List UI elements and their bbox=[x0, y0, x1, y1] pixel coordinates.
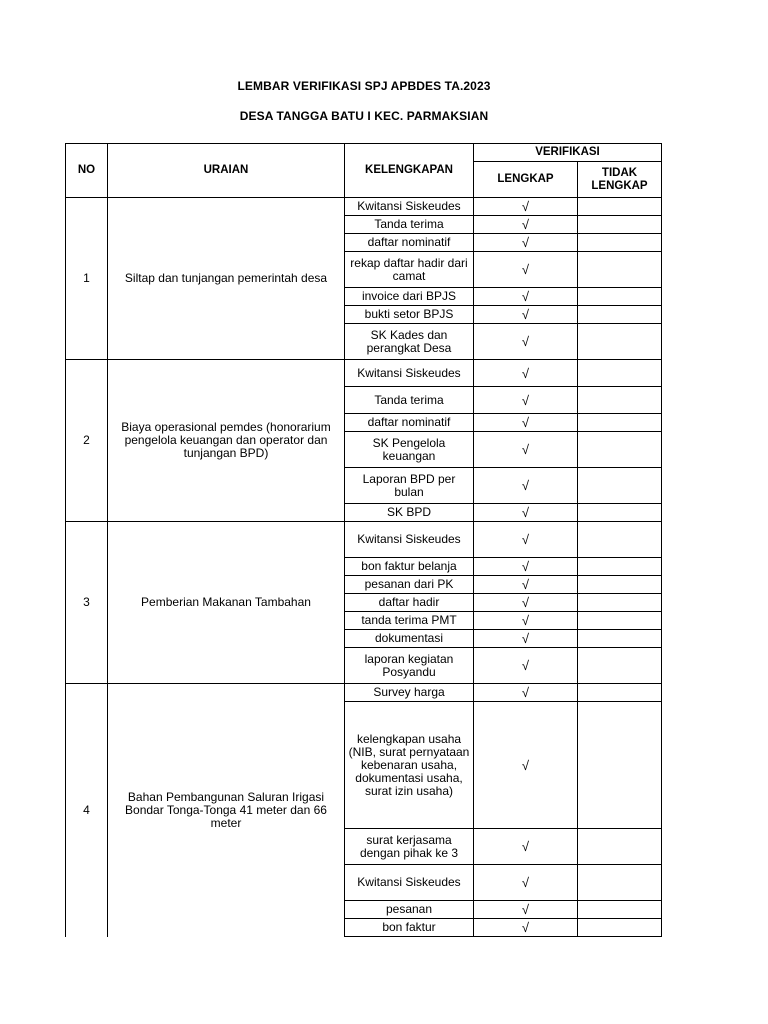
verification-table bbox=[65, 143, 662, 937]
table-row bbox=[66, 522, 662, 558]
kelengkapan-item: surat kerjasama dengan pihak ke 3 bbox=[345, 829, 474, 865]
lengkap-check: √ bbox=[474, 216, 578, 234]
tidak-lengkap-cell bbox=[578, 702, 662, 829]
uraian-cell: Biaya operasional pemdes (honorarium pengelola keuangan dan operator dan tunjangan BPD) bbox=[108, 360, 345, 522]
tidak-lengkap-cell bbox=[578, 576, 662, 594]
row-number: 2 bbox=[66, 360, 108, 522]
tidak-lengkap-cell bbox=[578, 594, 662, 612]
tidak-lengkap-cell bbox=[578, 252, 662, 288]
lengkap-check: √ bbox=[474, 414, 578, 432]
header-lengkap: LENGKAP bbox=[474, 162, 578, 198]
kelengkapan-item: daftar nominatif bbox=[345, 234, 474, 252]
kelengkapan-item: SK BPD bbox=[345, 504, 474, 522]
kelengkapan-item: Tanda terima bbox=[345, 216, 474, 234]
kelengkapan-item: rekap daftar hadir dari camat bbox=[345, 252, 474, 288]
lengkap-check: √ bbox=[474, 702, 578, 829]
lengkap-check: √ bbox=[474, 198, 578, 216]
kelengkapan-item: Laporan BPD per bulan bbox=[345, 468, 474, 504]
lengkap-check: √ bbox=[474, 387, 578, 414]
kelengkapan-item: Kwitansi Siskeudes bbox=[345, 865, 474, 901]
header-no: NO bbox=[66, 144, 108, 198]
lengkap-check: √ bbox=[474, 865, 578, 901]
kelengkapan-item: Tanda terima bbox=[345, 387, 474, 414]
kelengkapan-item: dokumentasi bbox=[345, 630, 474, 648]
tidak-lengkap-cell bbox=[578, 901, 662, 919]
tidak-lengkap-cell bbox=[578, 324, 662, 360]
lengkap-check: √ bbox=[474, 288, 578, 306]
tidak-lengkap-cell bbox=[578, 432, 662, 468]
lengkap-check: √ bbox=[474, 504, 578, 522]
table-row bbox=[66, 684, 662, 702]
lengkap-check: √ bbox=[474, 468, 578, 504]
tidak-lengkap-cell bbox=[578, 522, 662, 558]
tidak-lengkap-cell bbox=[578, 558, 662, 576]
row-number: 4 bbox=[66, 684, 108, 937]
kelengkapan-item: SK Kades dan perangkat Desa bbox=[345, 324, 474, 360]
lengkap-check: √ bbox=[474, 594, 578, 612]
lengkap-check: √ bbox=[474, 324, 578, 360]
kelengkapan-item: Kwitansi Siskeudes bbox=[345, 198, 474, 216]
lengkap-check: √ bbox=[474, 558, 578, 576]
kelengkapan-item: daftar hadir bbox=[345, 594, 474, 612]
lengkap-check: √ bbox=[474, 630, 578, 648]
header-kelengkapan: KELENGKAPAN bbox=[345, 144, 474, 198]
uraian-cell: Pemberian Makanan Tambahan bbox=[108, 522, 345, 684]
kelengkapan-item: pesanan dari PK bbox=[345, 576, 474, 594]
lengkap-check: √ bbox=[474, 829, 578, 865]
lengkap-check: √ bbox=[474, 306, 578, 324]
kelengkapan-item: invoice dari BPJS bbox=[345, 288, 474, 306]
kelengkapan-item: daftar nominatif bbox=[345, 414, 474, 432]
lengkap-check: √ bbox=[474, 432, 578, 468]
lengkap-check: √ bbox=[474, 612, 578, 630]
kelengkapan-item: Kwitansi Siskeudes bbox=[345, 360, 474, 387]
kelengkapan-item: pesanan bbox=[345, 901, 474, 919]
lengkap-check: √ bbox=[474, 360, 578, 387]
tidak-lengkap-cell bbox=[578, 648, 662, 684]
document-subtitle: DESA TANGGA BATU I KEC. PARMAKSIAN bbox=[239, 109, 489, 123]
kelengkapan-item: kelengkapan usaha (NIB, surat pernyataan kebenaran usaha, dokumentasi usaha, surat izin usaha) bbox=[345, 702, 474, 829]
tidak-lengkap-cell bbox=[578, 216, 662, 234]
table-row bbox=[66, 198, 662, 216]
row-number: 1 bbox=[66, 198, 108, 360]
lengkap-check: √ bbox=[474, 919, 578, 937]
kelengkapan-item: bon faktur bbox=[345, 919, 474, 937]
kelengkapan-item: Kwitansi Siskeudes bbox=[345, 522, 474, 558]
tidak-lengkap-cell bbox=[578, 504, 662, 522]
uraian-cell: Siltap dan tunjangan pemerintah desa bbox=[108, 198, 345, 360]
kelengkapan-item: tanda terima PMT bbox=[345, 612, 474, 630]
uraian-cell: Bahan Pembangunan Saluran Irigasi Bondar Tonga-Tonga 41 meter dan 66 meter bbox=[108, 684, 345, 937]
document-title: LEMBAR VERIFIKASI SPJ APBDES TA.2023 bbox=[237, 79, 491, 93]
table-row bbox=[66, 360, 662, 387]
tidak-lengkap-cell bbox=[578, 387, 662, 414]
lengkap-check: √ bbox=[474, 901, 578, 919]
row-number: 3 bbox=[66, 522, 108, 684]
header-tidak-lengkap: TIDAK LENGKAP bbox=[578, 162, 662, 198]
lengkap-check: √ bbox=[474, 684, 578, 702]
lengkap-check: √ bbox=[474, 522, 578, 558]
lengkap-check: √ bbox=[474, 576, 578, 594]
tidak-lengkap-cell bbox=[578, 288, 662, 306]
header-verifikasi: VERIFIKASI bbox=[474, 144, 662, 162]
tidak-lengkap-cell bbox=[578, 234, 662, 252]
tidak-lengkap-cell bbox=[578, 198, 662, 216]
tidak-lengkap-cell bbox=[578, 829, 662, 865]
tidak-lengkap-cell bbox=[578, 612, 662, 630]
kelengkapan-item: bukti setor BPJS bbox=[345, 306, 474, 324]
tidak-lengkap-cell bbox=[578, 684, 662, 702]
kelengkapan-item: bon faktur belanja bbox=[345, 558, 474, 576]
tidak-lengkap-cell bbox=[578, 360, 662, 387]
lengkap-check: √ bbox=[474, 234, 578, 252]
kelengkapan-item: laporan kegiatan Posyandu bbox=[345, 648, 474, 684]
tidak-lengkap-cell bbox=[578, 306, 662, 324]
kelengkapan-item: Survey harga bbox=[345, 684, 474, 702]
tidak-lengkap-cell bbox=[578, 865, 662, 901]
kelengkapan-item: SK Pengelola keuangan bbox=[345, 432, 474, 468]
tidak-lengkap-cell bbox=[578, 468, 662, 504]
table-body bbox=[66, 198, 662, 937]
lengkap-check: √ bbox=[474, 648, 578, 684]
tidak-lengkap-cell bbox=[578, 919, 662, 937]
header-uraian: URAIAN bbox=[108, 144, 345, 198]
tidak-lengkap-cell bbox=[578, 630, 662, 648]
tidak-lengkap-cell bbox=[578, 414, 662, 432]
lengkap-check: √ bbox=[474, 252, 578, 288]
